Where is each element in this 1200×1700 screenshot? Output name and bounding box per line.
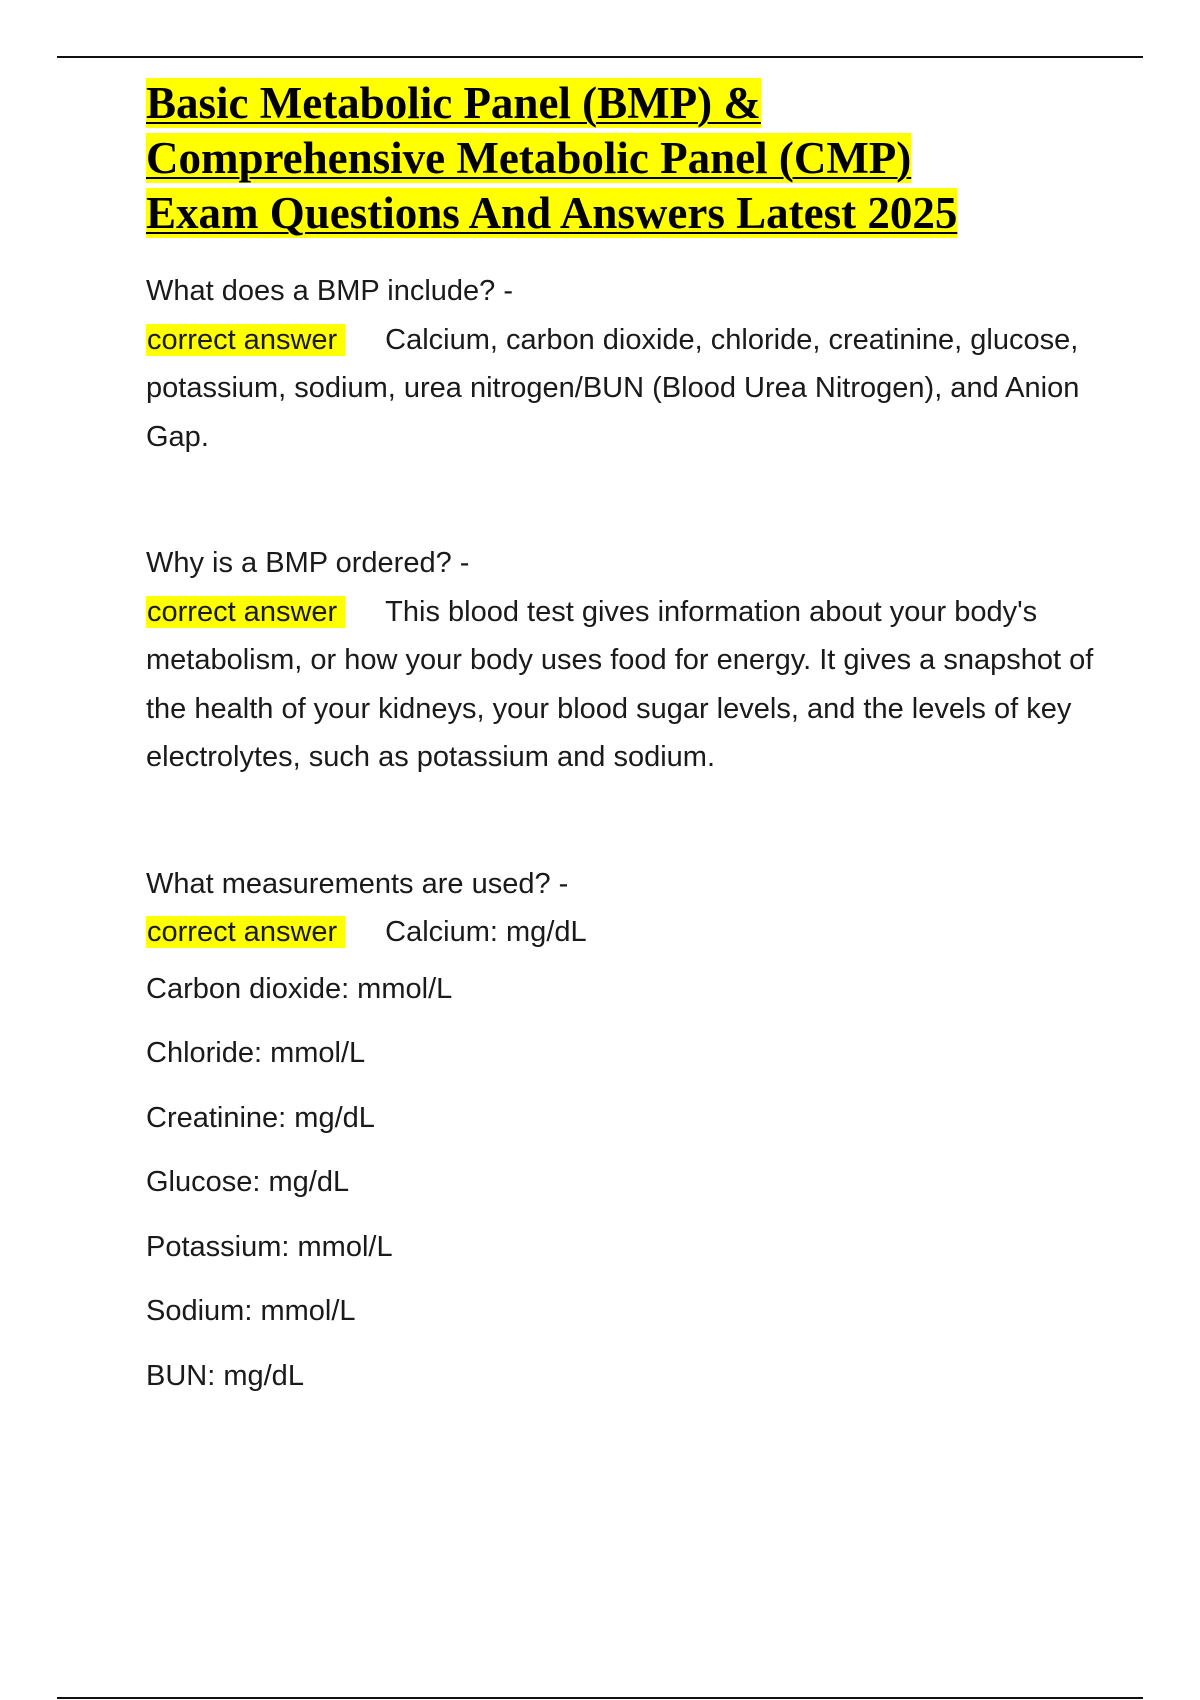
bottom-rule <box>57 1697 1143 1699</box>
list-item: Chloride: mmol/L <box>146 1037 366 1069</box>
title-line-3: Exam Questions And Answers Latest 2025 <box>146 188 958 238</box>
list-item: BUN: mg/dL <box>146 1359 304 1392</box>
question-text: Why is a BMP ordered? - <box>146 547 470 579</box>
answer-block <box>146 588 1106 782</box>
measurement-units-list <box>146 957 1106 1409</box>
title-line-2: Comprehensive Metabolic Panel (CMP) <box>146 133 912 183</box>
document-title <box>146 76 1106 241</box>
document-page <box>146 76 1106 1408</box>
answer-text: Calcium, carbon dioxide, chloride, creatinine, glucose, potassium, sodium, urea nitrogen/BUN (Blood Urea Nitrogen), and Anion Gap. <box>146 323 1080 453</box>
list-item: Potassium: mmol/L <box>146 1230 393 1263</box>
answer-text: This blood test gives information about your body's metabolism, or how your body uses food for energy. It gives a snapshot of the health of your kidneys, your blood sugar levels, and the levels of key electrolytes, such as potassium and sodium. <box>146 595 1094 773</box>
correct-answer-label: correct answer <box>146 916 345 948</box>
correct-answer-label: correct answer <box>146 596 345 628</box>
list-item: Sodium: mmol/L <box>146 1295 356 1327</box>
correct-answer-label: correct answer <box>146 324 345 356</box>
qa-item-bmp-ordered <box>146 539 1106 782</box>
list-item: Carbon dioxide: mmol/L <box>146 972 453 1005</box>
question-text: What does a BMP include? - <box>146 275 513 307</box>
answer-text: Calcium: mg/dL <box>385 916 587 948</box>
top-rule <box>57 56 1143 58</box>
answer-block <box>146 908 1106 957</box>
qa-item-measurements <box>146 860 1106 1409</box>
list-item: Glucose: mg/dL <box>146 1166 350 1198</box>
question-text: What measurements are used? - <box>146 867 569 900</box>
list-item: Creatinine: mg/dL <box>146 1101 375 1134</box>
answer-block <box>146 316 1106 462</box>
title-line-1: Basic Metabolic Panel (BMP) & <box>146 78 761 128</box>
qa-item-bmp-include <box>146 267 1106 461</box>
